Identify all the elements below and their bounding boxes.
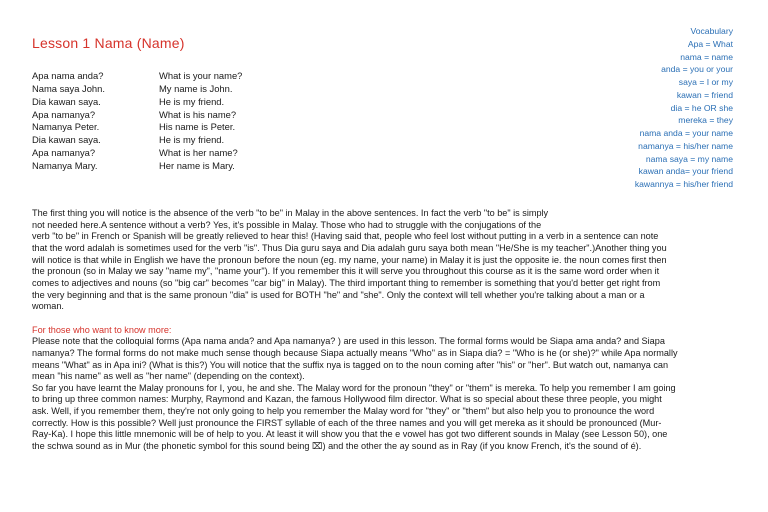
vocabulary-item: mereka = they (678, 115, 733, 126)
english-translation: He is my friend. (159, 134, 225, 146)
vocabulary-item: Apa = What (687, 38, 733, 49)
vocabulary-item: saya = I or my (678, 77, 733, 87)
vocabulary-heading: Vocabulary (690, 26, 733, 36)
paragraph-line: the pronoun (so in Malay we say "name my", "name your"). If you remember this it will serve you throughout this course as it is the same word order when it (32, 266, 660, 277)
paragraph-line: So far you have learnt the Malay pronouns for I, you, he and she. The Malay word for the pronoun "they" or "them" is mereka. To help you remember I am going (32, 382, 676, 393)
dialogue-row (32, 83, 292, 96)
malay-sentence: Namanya Mary. (32, 159, 98, 171)
dialogue-row (32, 147, 292, 160)
paragraph-line: mean "his name" as well as "her name" (depending on the context). (32, 371, 305, 382)
section-heading: For those who want to know more: (32, 324, 172, 335)
malay-sentence: Apa namanya? (32, 108, 96, 120)
malay-sentence: Dia kawan saya. (32, 95, 101, 107)
malay-sentence: Dia kawan saya. (32, 134, 101, 146)
english-translation: His name is Peter. (159, 121, 236, 133)
malay-sentence: Nama saya John. (32, 82, 105, 94)
vocabulary-box (533, 25, 733, 191)
paragraph-line: Ray-Ka). I hope this little mnemonic will be of help to you. At least it will show you that the e vowel has got two different sounds in Malay (see Lesson 50), one (32, 429, 668, 440)
malay-sentence: Apa namanya? (32, 147, 96, 159)
malay-sentence: Namanya Peter. (32, 121, 100, 133)
english-translation: What is her name? (159, 147, 238, 159)
paragraph-line: ask. Well, if you remember them, they're not only going to help you remember the Malay word for "they" or "them" but also help you to pronounce the word (32, 406, 655, 417)
vocabulary-item: kawan = friend (676, 89, 733, 100)
paragraph-spacer (32, 313, 738, 325)
vocabulary-item: kawan anda= your friend (638, 166, 733, 177)
paragraph-line: The first thing you will notice is the absence of the verb "to be" in Malay in the above sentences. In fact the verb "to be" is simply (32, 208, 549, 218)
paragraph-line: means "What" as in Apa ini? (What is this?) You will notice that the suffix nya is tagged on to the noun coming after "his" or "her". But watch out, namanya can (32, 359, 669, 370)
dialogue-row (32, 70, 292, 83)
lesson-title: Lesson 1 Nama (Name) (32, 35, 185, 51)
dialogue-row (32, 109, 292, 122)
paragraph-line: the schwa sound as in Mur (the phonetic symbol for this sound being ⌧) and the other the ay sound as in Ray (if you know French, it's the sound of é). (32, 441, 642, 452)
paragraph-line: the very beginning and that is the same pronoun "dia" is used for BOTH "he" and "she". Only the context will tell whether you're talking about a man or a (32, 289, 645, 300)
paragraph-line: to bring up three common names: Murphy, Raymond and Kazan, the famous Hollywood film director. What is so special about these three people, you might (32, 394, 662, 405)
dialogue-row (32, 160, 292, 173)
paragraph-line: comes to adjectives and nouns (so "big car" becomes "car big" in Malay). The third important thing to remember is something that you'd better get right from (32, 277, 661, 288)
paragraph-line: will notice is that while in English we have the pronoun before the noun (eg. my name, your name) in Malay it is just the opposite ie. the noun comes first then (32, 254, 667, 265)
paragraph-line: woman. (32, 301, 64, 312)
paragraph-line: that the word adalah is sometimes used for the verb "is". Thus Dia guru saya and Dia adalah guru saya both mean "He/She is my teacher".)Another thing you (32, 242, 667, 253)
paragraph-line: not needed here.A sentence without a verb? Yes, it's possible in Malay. Those who had to struggle with the conjugations of the (32, 219, 542, 230)
dialogue-table (32, 70, 292, 173)
vocabulary-item: dia = he OR she (670, 102, 733, 113)
paragraph-line: Please note that the colloquial forms (Apa nama anda? and Apa namanya? ) are used in this lesson. The formal forms would be Siapa ama anda? and Siapa (32, 336, 665, 347)
vocabulary-item: nama = name (680, 51, 733, 62)
paragraph-line: correctly. How is this possible? Well just pronounce the FIRST syllable of each of the three names and you will get mereka as it should be pronounced (Mur- (32, 417, 662, 428)
vocabulary-item: namanya = his/her name (638, 140, 733, 151)
english-translation: He is my friend. (159, 95, 225, 107)
english-translation: My name is John. (159, 82, 233, 94)
lesson-body (32, 208, 738, 453)
vocabulary-item: kawannya = his/her friend (634, 179, 733, 189)
vocabulary-item: nama anda = your name (639, 128, 733, 138)
dialogue-row (32, 121, 292, 134)
dialogue-row (32, 96, 292, 109)
english-translation: Her name is Mary. (159, 159, 235, 171)
paragraph-line: verb "to be" in French or Spanish will be greatly relieved to hear this! (Having said that, people who feel lost without putting in a verb in a sentence can note (32, 231, 659, 242)
dialogue-row (32, 134, 292, 147)
english-translation: What is your name? (159, 70, 243, 81)
malay-sentence: Apa nama anda? (32, 70, 104, 81)
vocabulary-item: nama saya = my name (645, 153, 733, 164)
paragraph-line: namanya? The formal forms do not make much sense though because Siapa actually means "Who" as in Siapa dia? = "Who is he (or she)?" while Apa normally (32, 347, 678, 358)
english-translation: What is his name? (159, 108, 237, 120)
vocabulary-item: anda = you or your (661, 64, 733, 75)
